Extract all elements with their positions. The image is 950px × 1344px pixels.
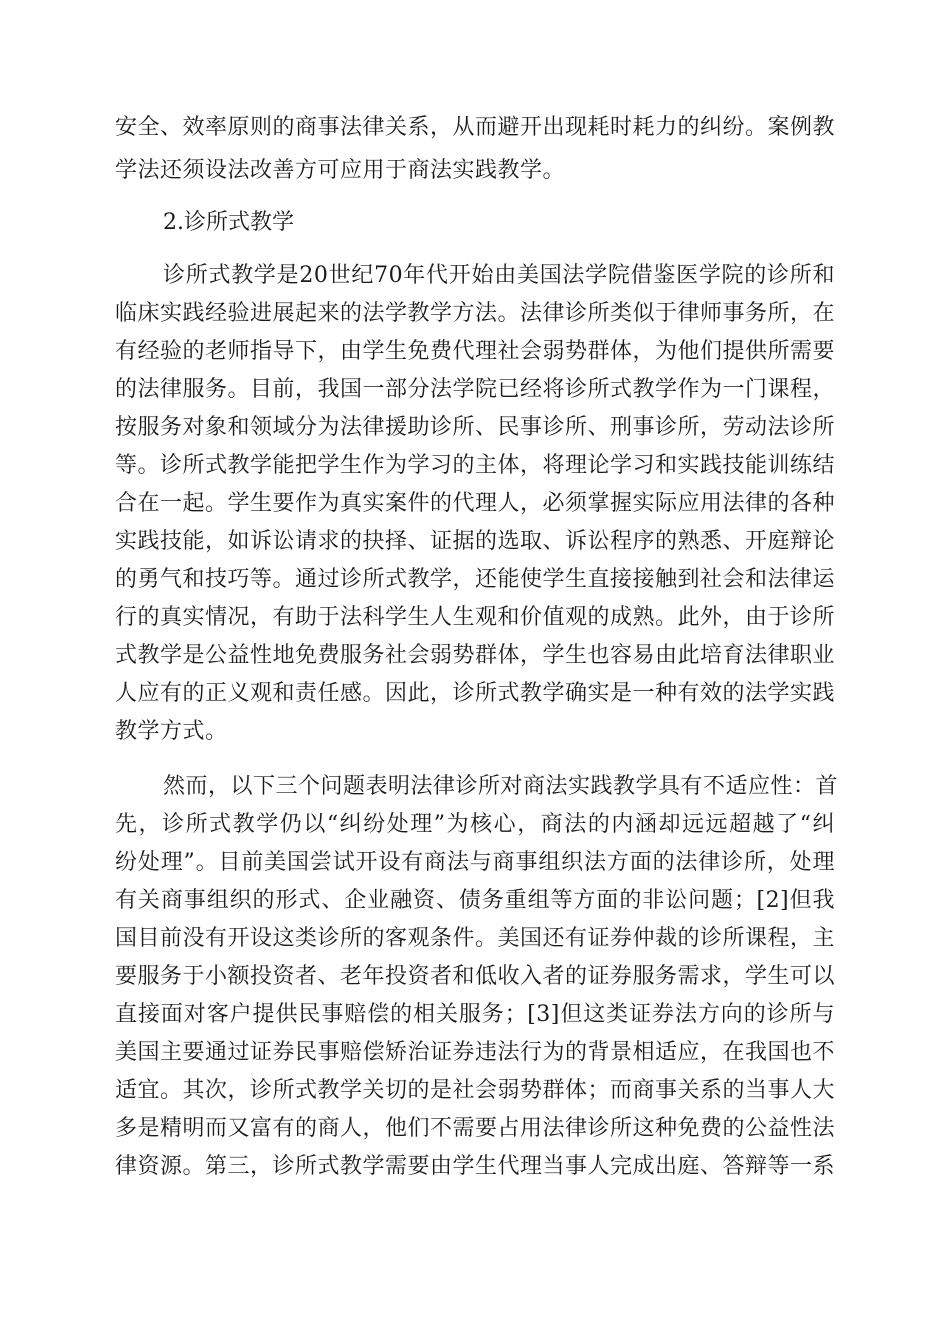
- text-line: 适宜。其次，诊所式教学关切的是社会弱势群体；而商事关系的当事人大: [115, 1078, 836, 1103]
- text-line: 合在一起。学生要作为真实案件的代理人，必须掌握实际应用法律的各种: [115, 491, 836, 516]
- text-line: 先，诊所式教学仍以“纠纷处理”为核心，商法的内涵却远远超越了“纠: [115, 812, 835, 837]
- text-line: 有经验的老师指导下，由学生免费代理社会弱势群体，为他们提供所需要: [115, 339, 836, 364]
- text-line: 纷处理”。目前美国尝试开设有商法与商事组织法方面的法律诊所，处理: [115, 850, 835, 875]
- text-line: 实践技能，如诉讼请求的抉择、证据的选取、诉讼程序的熟悉、开庭辩论: [115, 529, 836, 554]
- text-line: 的勇气和技巧等。通过诊所式教学，还能使学生直接接触到社会和法律运: [115, 567, 836, 592]
- text-line: 等。诊所式教学能把学生作为学习的主体，将理论学习和实践技能训练结: [115, 453, 836, 478]
- text-line: 美国主要通过证券民事赔偿矫治证券违法行为的背景相适应，在我国也不: [115, 1040, 836, 1065]
- text-line: 安全、效率原则的商事法律关系，从而避开出现耗时耗力的纠纷。案例教: [115, 115, 836, 140]
- text-line: 人应有的正义观和责任感。因此，诊所式教学确实是一种有效的法学实践: [115, 681, 836, 706]
- text-line: 临床实践经验进展起来的法学教学方法。法律诊所类似于律师事务所，在: [115, 301, 836, 326]
- text-line: 直接面对客户提供民事赔偿的相关服务；[3]但这类证券法方向的诊所与: [115, 1002, 835, 1027]
- text-line: 有关商事组织的形式、企业融资、债务重组等方面的非讼问题；[2]但我: [115, 888, 835, 913]
- text-line: 按服务对象和领域分为法律援助诊所、民事诊所、刑事诊所，劳动法诊所: [115, 415, 836, 440]
- text-line: 律资源。第三，诊所式教学需要由学生代理当事人完成出庭、答辩等一系: [115, 1154, 836, 1179]
- text-line: 国目前没有开设这类诊所的客观条件。美国还有证券仲裁的诊所课程，主: [115, 926, 836, 951]
- text-line: 式教学是公益性地免费服务社会弱势群体，学生也容易由此培育法律职业: [115, 643, 836, 668]
- text-line: 教学方式。: [115, 719, 228, 744]
- text-line: 学法还须设法改善方可应用于商法实践教学。: [115, 158, 566, 183]
- text-line: 行的真实情况，有助于法科学生人生观和价值观的成熟。此外，由于诊所: [115, 605, 836, 630]
- text-line: 要服务于小额投资者、老年投资者和低收入者的证券服务需求，学生可以: [115, 964, 836, 989]
- text-line: 的法律服务。目前，我国一部分法学院已经将诊所式教学作为一门课程，: [115, 377, 836, 402]
- text-line: 然而，以下三个问题表明法律诊所对商法实践教学具有不适应性：首: [163, 774, 839, 799]
- section-heading: 2.诊所式教学: [163, 210, 294, 235]
- text-line: 诊所式教学是20世纪70年代开始由美国法学院借鉴医学院的诊所和: [163, 263, 835, 288]
- text-line: 多是精明而又富有的商人，他们不需要占用法律诊所这种免费的公益性法: [115, 1116, 836, 1141]
